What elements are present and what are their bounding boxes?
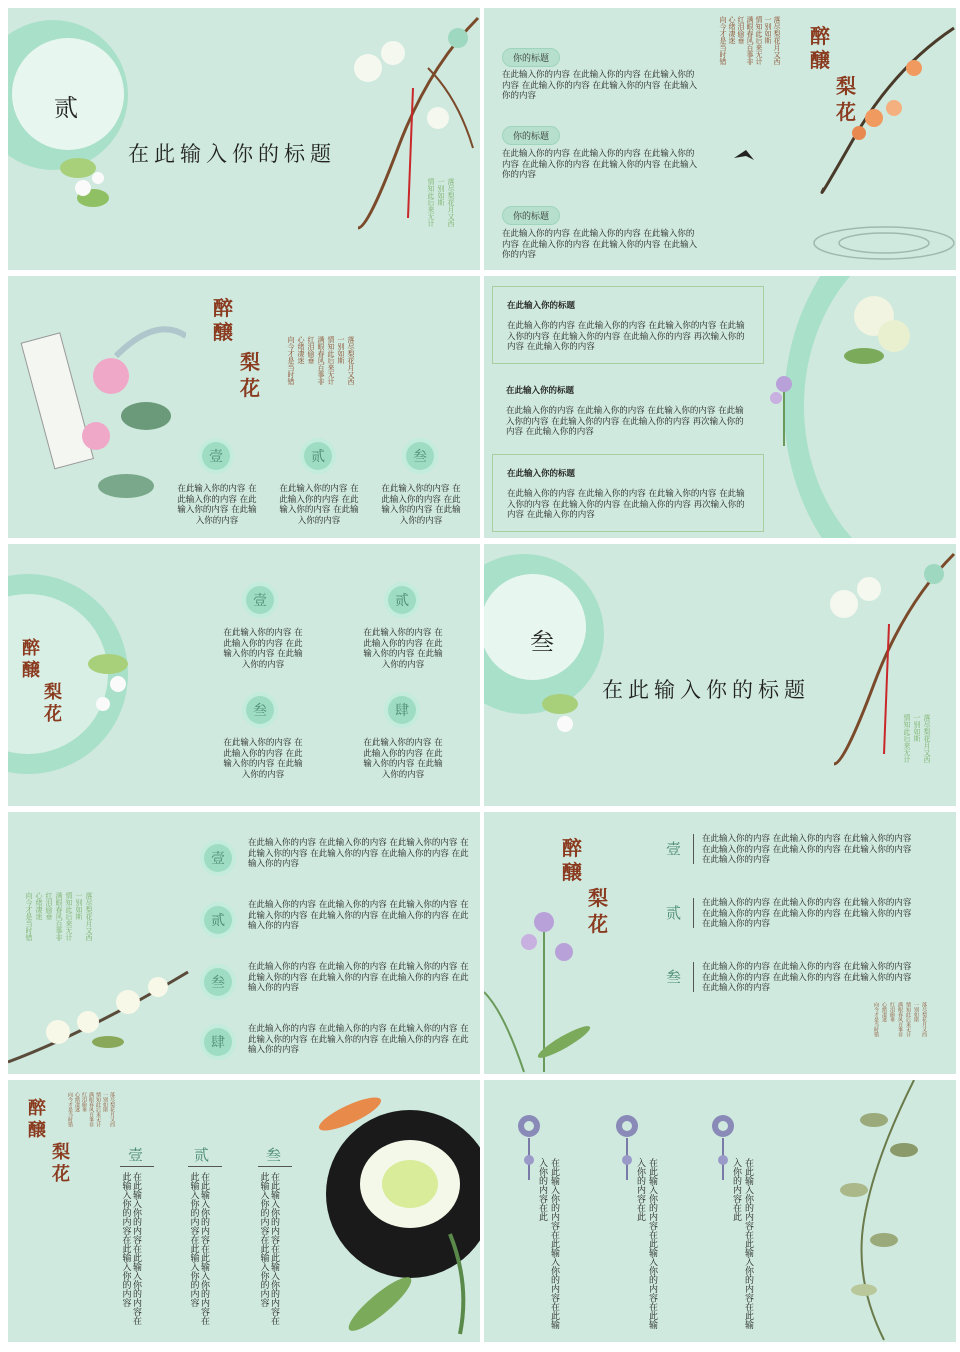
poem-line: 一别如斯 (764, 16, 772, 44)
poem-line: 心绪凄迷 (74, 1092, 80, 1112)
poem-line: 向今才是当时错 (287, 336, 295, 385)
item-body-2: 在此输入你的内容 在此输入你的内容 在此输入你的内容 在此输入你的内容 (279, 484, 359, 526)
poem-line: 满眼春风百事非 (317, 336, 325, 385)
section-body-2: 在此输入你的内容 在此输入你的内容 在此输入你的内容 在此输入你的内容 在此输入你的内容 在此输入你的内容 (502, 149, 698, 180)
item-body-3: 在此输入你的内容 在此输入你的内容 在此输入你的内容 在此输入你的内容 在此输入你的内容 在此输入你的内容 在此输入你的内容 (248, 962, 469, 993)
calligraphy-char: 醉 (28, 1098, 46, 1119)
number-badge-3: 叁 (204, 968, 232, 996)
item-body-1: 在此输入你的内容 在此输入你的内容 在此输入你的内容 在此输入你的内容 (177, 484, 257, 526)
number-badge-2: 贰 (388, 586, 416, 614)
slide-9[interactable] (8, 1080, 480, 1342)
poem-line: 情知此后来无计 (755, 16, 763, 65)
item-body-2: 在此输入你的内容 在此输入你的内容 在此输入你的内容 在此输入你的内容 在此输入你的内容 在此输入你的内容 在此输入你的内容 (248, 900, 469, 931)
poem-line: 一别如斯 (75, 892, 83, 920)
white-flower-illustration (68, 624, 168, 744)
column-body-1: 在此输入你的内容在此输入你的内容在此输入你的内容在此 (537, 1158, 559, 1329)
poem-line: 红泪偷垂 (45, 892, 53, 920)
number-badge-4: 肆 (388, 696, 416, 724)
poem-line: 向今才是当时错 (719, 16, 727, 65)
item-body-3: 在此输入你的内容 在此输入你的内容 在此输入你的内容 在此输入你的内容 在此输入你的内容 在此输入你的内容 在此输入你的内容 (702, 962, 912, 993)
white-flower-illustration (520, 664, 610, 784)
poem-line: 心绪凄迷 (297, 336, 305, 364)
section-body: 在此输入你的内容 在此输入你的内容 在此输入你的内容 在此输入你的内容 在此输入你的内容 在此输入你的内容 再次输入你的内容 在此输入你的内容 (506, 406, 744, 437)
item-body-1: 在此输入你的内容 在此输入你的内容 在此输入你的内容 在此输入你的内容 在此输入你的内容 在此输入你的内容 在此输入你的内容 (248, 838, 469, 869)
calligraphy-char: 梨 (836, 74, 856, 98)
poem-line: 满眼春风百事非 (55, 892, 63, 941)
slide-4[interactable] (484, 276, 956, 538)
column-body-3: 在此输入你的内容在此输入你的内容在此输入你的内容在此输入你的内容 (258, 1172, 279, 1325)
poem-line: 红泪偷垂 (307, 336, 315, 364)
item-number-3: 叁 (666, 968, 682, 986)
slide-title: 在此输入你的标题 (602, 678, 810, 702)
poem-line: 心绪凄迷 (728, 16, 736, 44)
poem-line: 情知此后来无计 (905, 1002, 911, 1037)
number-badge-1: 壹 (246, 586, 274, 614)
item-body-4: 在此输入你的内容 在此输入你的内容 在此输入你的内容 在此输入你的内容 (363, 738, 443, 780)
calligraphy-char: 梨 (240, 350, 260, 374)
calligraphy-char: 醉 (810, 24, 830, 48)
white-flower-illustration (38, 128, 128, 248)
calligraphy-char: 醉 (213, 296, 233, 320)
calligraphy-char: 花 (44, 704, 62, 725)
persimmon-branch-illustration (724, 8, 956, 270)
blossom-cluster-illustration (824, 276, 944, 396)
hanging-vine-illustration (814, 1080, 956, 1342)
poem-line: 红泪偷垂 (737, 16, 745, 44)
poem-line: 满眼春风百事非 (746, 16, 754, 65)
item-body-1: 在此输入你的内容 在此输入你的内容 在此输入你的内容 在此输入你的内容 (223, 628, 303, 670)
slide-2[interactable] (484, 8, 956, 270)
column-body-2: 在此输入你的内容在此输入你的内容在此输入你的内容在此 (635, 1158, 657, 1329)
poem-line: 落尽梨花月又西 (447, 178, 455, 227)
column-body-2: 在此输入你的内容在此输入你的内容在此输入你的内容在此输入你的内容 (188, 1172, 209, 1325)
number-badge-2: 贰 (204, 906, 232, 934)
box-body: 在此输入你的内容 在此输入你的内容 在此输入你的内容 在此输入你的内容 在此输入你的内容 在此输入你的内容 再次输入你的内容 在此输入你的内容 (507, 489, 745, 520)
section-heading-2: 你的标题 (502, 126, 560, 145)
slide-10[interactable] (484, 1080, 956, 1342)
poem-line: 落尽梨花月又西 (85, 892, 93, 941)
poem-line: 一别如斯 (913, 1002, 919, 1022)
poem-line: 情知此后来无计 (903, 714, 911, 763)
section-body-3: 在此输入你的内容 在此输入你的内容 在此输入你的内容 在此输入你的内容 在此输入你的内容 在此输入你的内容 (502, 229, 698, 260)
calligraphy-char: 醉 (22, 638, 40, 659)
number-badge-1: 壹 (202, 442, 230, 470)
section-body-1: 在此输入你的内容 在此输入你的内容 在此输入你的内容 在此输入你的内容 在此输入你的内容 在此输入你的内容 (502, 70, 698, 101)
item-number-2: 贰 (666, 904, 682, 922)
slide-6[interactable] (484, 544, 956, 806)
slide-title: 在此输入你的标题 (128, 142, 336, 166)
calligraphy-char: 醸 (22, 660, 40, 681)
poem-line: 落尽梨花月又西 (109, 1092, 115, 1127)
item-body-2: 在此输入你的内容 在此输入你的内容 在此输入你的内容 在此输入你的内容 (363, 628, 443, 670)
item-number-1: 壹 (666, 840, 682, 858)
poem-line: 一别如斯 (337, 336, 345, 364)
box-body: 在此输入你的内容 在此输入你的内容 在此输入你的内容 在此输入你的内容 在此输入你的内容 在此输入你的内容 再次输入你的内容 在此输入你的内容 (507, 321, 745, 352)
poem-line: 情知此后来无计 (427, 178, 435, 227)
poem-line: 情知此后来无计 (327, 336, 335, 385)
slide-8[interactable] (484, 812, 956, 1074)
calligraphy-char: 醸 (562, 860, 582, 884)
poem-line: 向今才是当时错 (67, 1092, 73, 1127)
column-number-2: 贰 (194, 1146, 210, 1164)
poem-line: 向今才是当时错 (873, 1002, 879, 1037)
calligraphy-char: 醸 (28, 1120, 46, 1141)
calligraphy-char: 醉 (562, 836, 582, 860)
number-badge-2: 贰 (304, 442, 332, 470)
box-heading: 在此输入你的标题 (507, 469, 576, 479)
iris-flower-illustration (754, 366, 824, 446)
item-body-1: 在此输入你的内容 在此输入你的内容 在此输入你的内容 在此输入你的内容 在此输入你的内容 在此输入你的内容 在此输入你的内容 (702, 834, 912, 865)
poem-line: 落尽梨花月又西 (921, 1002, 927, 1037)
slide-7[interactable] (8, 812, 480, 1074)
column-body-1: 在此输入你的内容在此输入你的内容在此输入你的内容在此输入你的内容 (120, 1172, 141, 1325)
poem-line: 情知此后来无计 (95, 1092, 101, 1127)
calligraphy-char: 花 (240, 376, 260, 400)
calligraphy-char: 梨 (588, 886, 608, 910)
number-badge-3: 叁 (406, 442, 434, 470)
section-heading: 在此输入你的标题 (506, 386, 575, 396)
section-heading-1: 你的标题 (502, 48, 560, 67)
item-body-2: 在此输入你的内容 在此输入你的内容 在此输入你的内容 在此输入你的内容 在此输入你的内容 在此输入你的内容 在此输入你的内容 (702, 898, 912, 929)
pear-blossom-illustration (8, 952, 198, 1074)
poem-line: 满眼春风百事非 (88, 1092, 94, 1127)
poem-line: 落尽梨花月又西 (347, 336, 355, 385)
poem-line: 一别如斯 (437, 178, 445, 206)
poem-line: 红泪偷垂 (81, 1092, 87, 1112)
poem-line: 心绪凄迷 (35, 892, 43, 920)
slide-1[interactable] (8, 8, 480, 270)
violet-flower-illustration (484, 892, 614, 1074)
divider (693, 834, 694, 864)
poem-line: 满眼春风百事非 (897, 1002, 903, 1037)
column-body-3: 在此输入你的内容在此输入你的内容在此输入你的内容在此 (731, 1158, 753, 1329)
item-body-3: 在此输入你的内容 在此输入你的内容 在此输入你的内容 在此输入你的内容 (223, 738, 303, 780)
calligraphy-char: 醸 (213, 320, 233, 344)
column-number-3: 叁 (266, 1146, 282, 1164)
section-heading-3: 你的标题 (502, 206, 560, 225)
poem-line: 一别如斯 (913, 714, 921, 742)
poem-line: 情知此后来无计 (65, 892, 73, 941)
poem-line: 落尽梨花月又西 (923, 714, 931, 763)
item-body-3: 在此输入你的内容 在此输入你的内容 在此输入你的内容 在此输入你的内容 (381, 484, 461, 526)
poem-line: 向今才是当时错 (25, 892, 33, 941)
divider (188, 1166, 222, 1167)
divider (120, 1166, 154, 1167)
calligraphy-char: 梨 (52, 1142, 70, 1163)
divider (693, 962, 694, 992)
box-heading: 在此输入你的标题 (507, 301, 576, 311)
slide-5[interactable] (8, 544, 480, 806)
column-number-1: 壹 (128, 1146, 144, 1164)
item-body-4: 在此输入你的内容 在此输入你的内容 在此输入你的内容 在此输入你的内容 在此输入你的内容 在此输入你的内容 在此输入你的内容 (248, 1024, 469, 1055)
divider (693, 898, 694, 928)
number-badge-4: 肆 (204, 1028, 232, 1056)
lotus-scroll-illustration (16, 296, 186, 526)
slide-3[interactable] (8, 276, 480, 538)
content-box-3 (492, 454, 764, 532)
calligraphy-char: 花 (588, 912, 608, 936)
poem-line: 一别如斯 (102, 1092, 108, 1112)
content-box-1 (492, 286, 764, 364)
poem-line: 心绪凄迷 (881, 1002, 887, 1022)
divider (258, 1166, 292, 1167)
poem-line: 红泪偷垂 (889, 1002, 895, 1022)
section-number: 贰 (54, 94, 78, 122)
calligraphy-char: 醸 (810, 48, 830, 72)
calligraphy-char: 花 (836, 100, 856, 124)
calligraphy-char: 梨 (44, 682, 62, 703)
epiphyllum-flower-illustration (310, 1084, 480, 1340)
number-badge-1: 壹 (204, 844, 232, 872)
calligraphy-char: 花 (52, 1164, 70, 1185)
number-badge-3: 叁 (246, 696, 274, 724)
poem-line: 落尽梨花月又西 (773, 16, 781, 65)
section-number: 叁 (530, 628, 554, 656)
